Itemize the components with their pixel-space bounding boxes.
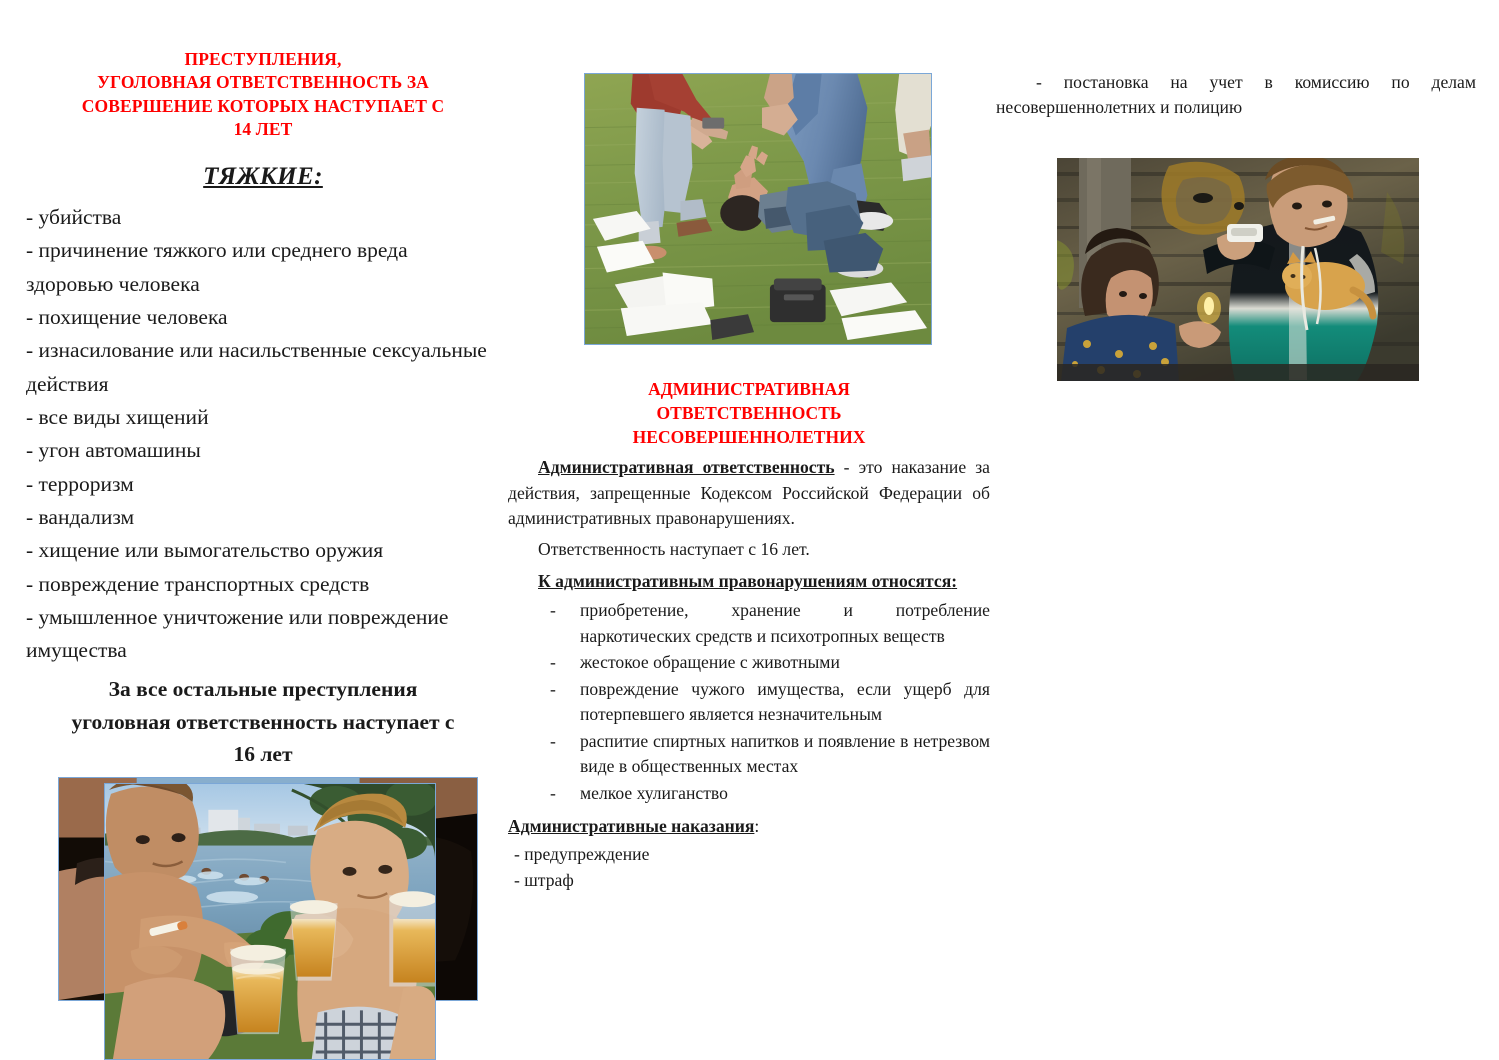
photo-children-cruelty [1057,158,1419,381]
list-item: - предупреждение [514,844,650,865]
list-item-text: приобретение, хранение и потребление наркотических средств и психотропных веществ [580,600,990,646]
left-column [26,48,500,770]
list-item-text: мелкое хулиганство [580,782,728,803]
dash-marker: - [550,782,556,803]
serious-crimes-list [26,201,500,667]
list-item: - похищение человека [26,305,228,329]
left-title [26,48,500,141]
serious-crimes-heading: ТЯЖКИЕ: [203,163,323,191]
list-item: - убийства [26,205,122,230]
left-title-line-1: ПРЕСТУПЛЕНИЯ, [184,49,342,69]
list-item: - хищение или вымогательство оружия [26,538,384,563]
left-title-line-4: 14 ЛЕТ [233,118,293,139]
admin-offences-heading [508,569,990,594]
photo-bullying-artwork [585,74,931,344]
list-item: - причинение тяжкого или среднего вреда здоровью человека [26,238,408,296]
age-16-line-3: 16 лет [233,741,293,766]
age-16-line-1: За все остальные преступления [108,677,418,702]
list-item-text: повреждение чужого имущества, если ущерб для потерпевшего является незначительным [580,678,990,725]
list-item [508,729,990,780]
admin-title-line-2: ОТВЕТСТВЕННОСТЬ [656,402,842,423]
admin-penalties-heading [508,814,990,839]
photo-alcohol-foreground-artwork [105,784,435,1059]
age-16-line-2: уголовная ответственность наступает с [71,709,455,734]
list-item: - все виды хищений [26,404,209,429]
list-item: - штраф [514,870,574,891]
list-item: - изнасилование или насильственные сексуальные действия [26,338,487,396]
age-16-emphasis [26,673,500,770]
photo-alcohol-foreground [104,783,436,1060]
admin-responsibility-title [508,378,990,449]
admin-penalties-heading-colon: : [754,816,760,837]
admin-definition-term: Административная ответственность [538,457,835,478]
list-item: - повреждение транспортных средств [26,571,370,596]
dash-marker: - [550,652,556,673]
right-column [996,52,1476,138]
list-item-text: распитие спиртных напитков и появление в нетрезвом виде в общественных местах [580,730,990,777]
list-item: - вандализм [26,504,135,529]
dash-marker: - [550,678,556,699]
registration-note: - постановка на учет в комиссию по делам несовершеннолетних и полицию [996,71,1476,118]
admin-age-note: Ответственность наступает с 16 лет. [538,539,810,560]
admin-offences-list [508,598,990,806]
admin-title-line-3: НЕСОВЕРШЕННОЛЕТНИХ [632,426,866,447]
list-item: - угон автомашины [26,438,201,463]
list-item [508,781,990,807]
list-item: - умышленное уничтожение или повреждение имущества [26,604,449,663]
list-item [508,677,990,728]
dash-marker: - [550,730,556,751]
admin-offences-heading-colon: : [951,570,958,591]
admin-definition-body: - это наказание за действия, запрещенные Кодексом Российской Федерации об административных правонарушениях. [508,457,990,529]
middle-column [508,378,990,893]
list-item-text: жестокое обращение с животными [580,652,840,673]
list-item: - терроризм [26,471,134,496]
admin-definition-paragraph [508,455,990,531]
admin-offences-heading-text: К административным правонарушениям относятся [538,570,952,591]
admin-penalties-heading-text: Административные наказания [508,816,755,837]
photo-teen-bullying [584,73,932,345]
admin-title-line-1: АДМИНИСТРАТИВНАЯ [648,379,850,399]
admin-penalties-list [508,841,990,893]
photo-cruelty-artwork [1057,158,1419,381]
left-title-line-2: УГОЛОВНАЯ ОТВЕТСТВЕННОСТЬ ЗА [97,72,429,93]
dash-marker: - [550,600,556,621]
left-title-line-3: СОВЕРШЕНИЕ КОТОРЫХ НАСТУПАЕТ С [81,95,445,116]
list-item [508,598,990,649]
list-item [508,650,990,676]
